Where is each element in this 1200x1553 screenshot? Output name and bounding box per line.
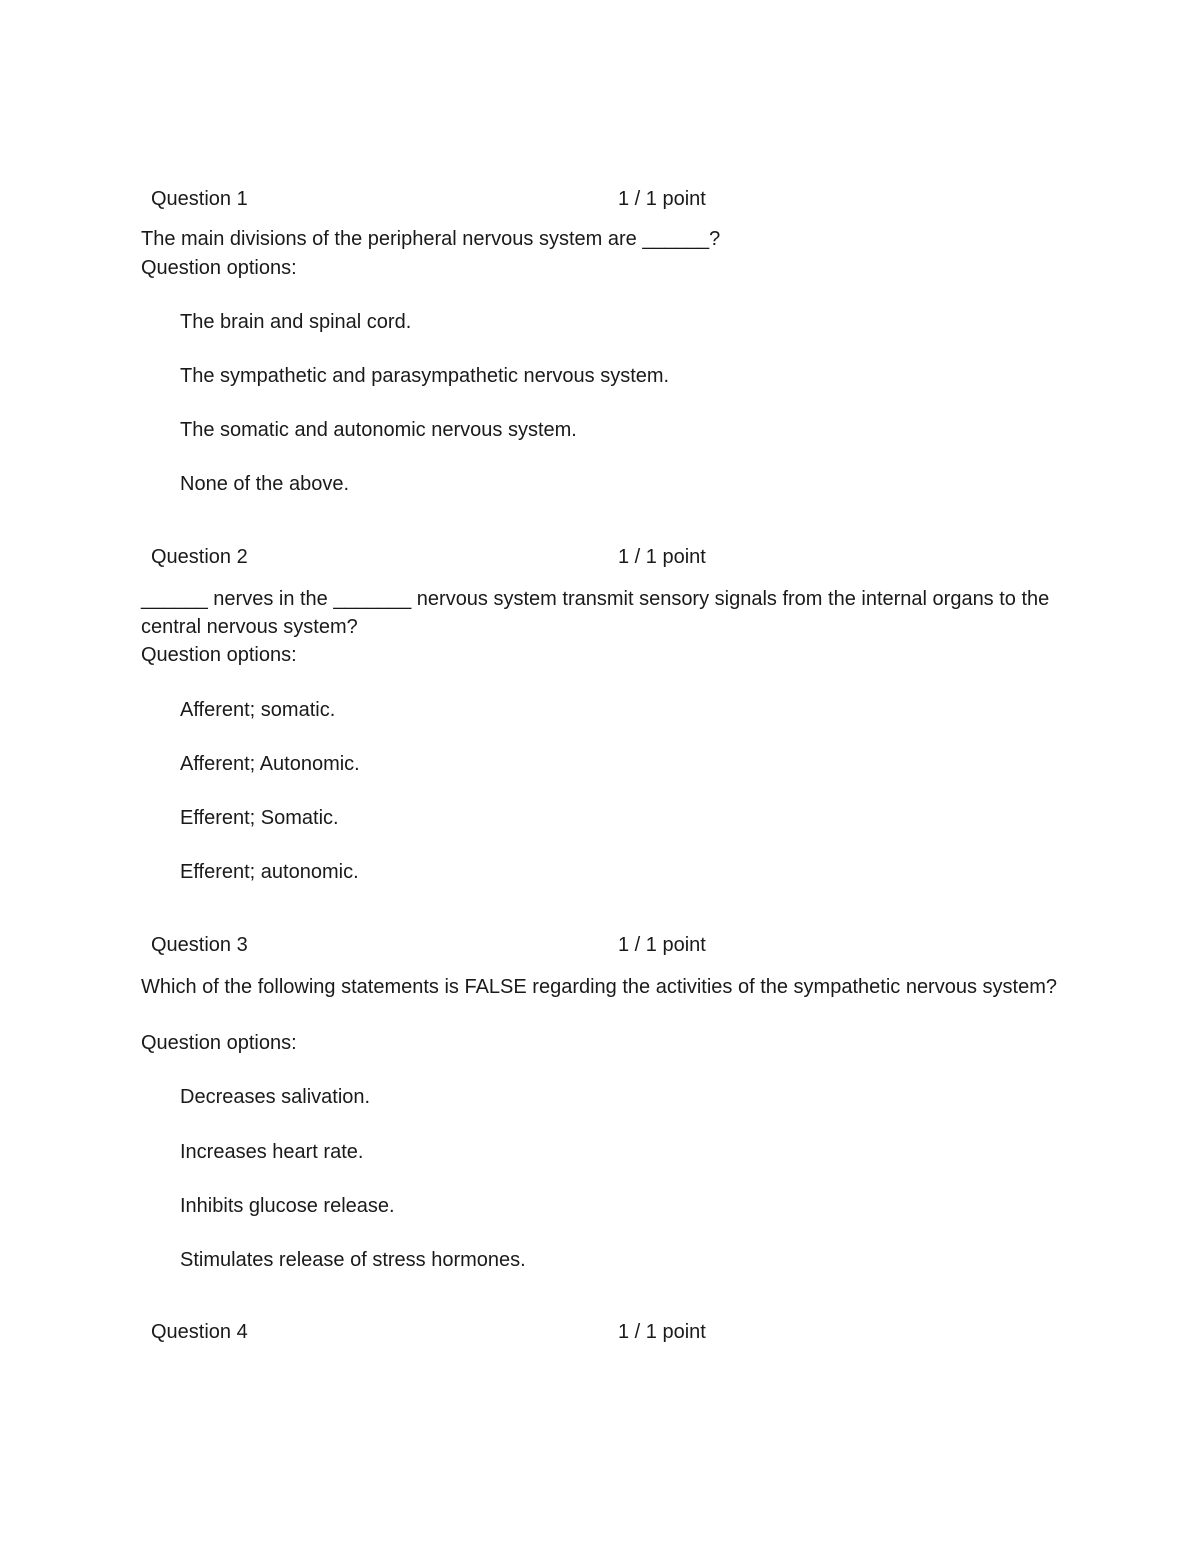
answer-option[interactable]: None of the above.: [180, 473, 350, 495]
question-points: 1 / 1 point: [618, 934, 706, 956]
answer-option[interactable]: Afferent; somatic.: [180, 699, 336, 721]
answer-option[interactable]: Inhibits glucose release.: [180, 1195, 395, 1217]
answer-option[interactable]: Efferent; autonomic.: [180, 861, 359, 883]
question-points: 1 / 1 point: [618, 1321, 706, 1343]
answer-option[interactable]: Decreases salivation.: [180, 1086, 371, 1108]
question-4-header: [151, 1319, 771, 1345]
question-3-header: [151, 932, 771, 958]
question-prompt: ______ nerves in the _______ nervous system transmit sensory signals from the internal organs to the central nervous system?: [141, 588, 1050, 638]
question-options-label: Question options:: [141, 644, 297, 666]
question-options-label: Question options:: [141, 257, 297, 279]
answer-option[interactable]: Stimulates release of stress hormones.: [180, 1249, 526, 1271]
question-options-label: Question options:: [141, 1032, 297, 1054]
question-label: Question 4: [151, 1321, 248, 1343]
question-2-header: [151, 544, 771, 570]
question-prompt: The main divisions of the peripheral nervous system are ______?: [141, 228, 721, 250]
question-1-header: [151, 186, 771, 212]
answer-option[interactable]: The somatic and autonomic nervous system.: [180, 419, 577, 441]
answer-option[interactable]: Increases heart rate.: [180, 1141, 364, 1163]
question-points: 1 / 1 point: [618, 546, 706, 568]
answer-option[interactable]: Efferent; Somatic.: [180, 807, 339, 829]
question-label: Question 1: [151, 188, 248, 210]
question-label: Question 2: [151, 546, 248, 568]
question-points: 1 / 1 point: [618, 188, 706, 210]
answer-option[interactable]: The brain and spinal cord.: [180, 311, 412, 333]
question-prompt: Which of the following statements is FALSE regarding the activities of the sympathetic nervous system?: [141, 976, 1057, 998]
answer-option[interactable]: Afferent; Autonomic.: [180, 753, 360, 775]
answer-option[interactable]: The sympathetic and parasympathetic nervous system.: [180, 365, 670, 387]
question-label: Question 3: [151, 934, 248, 956]
